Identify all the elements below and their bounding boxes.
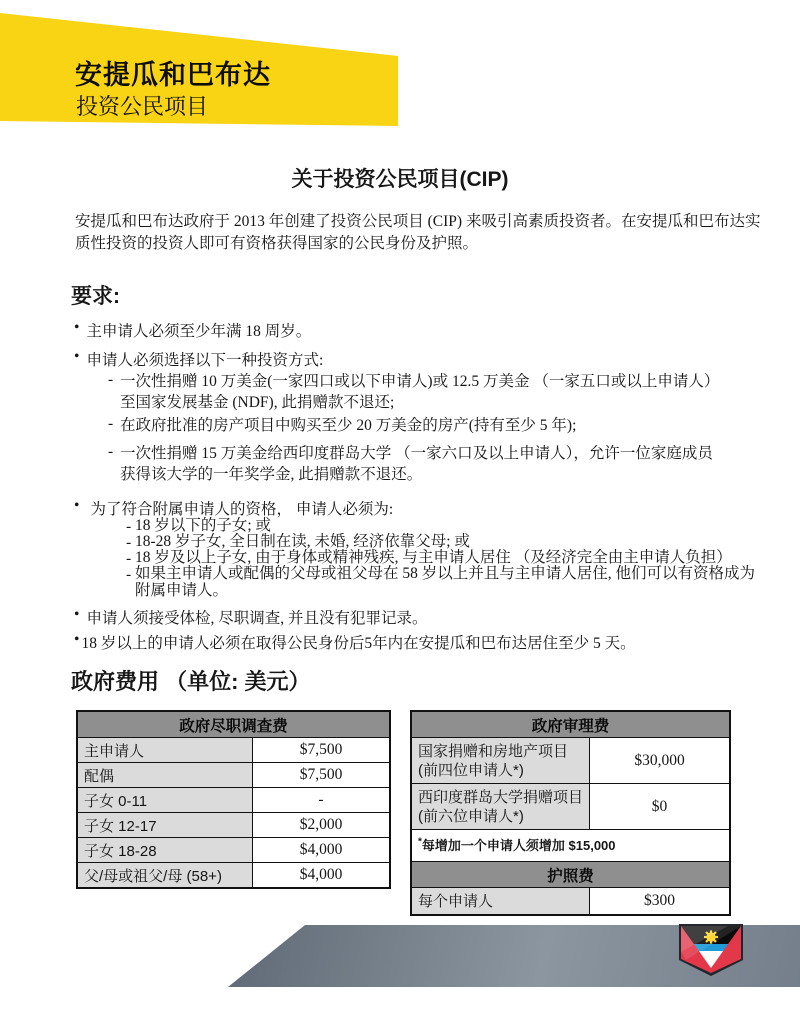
dependent-rule-parents-58 <box>126 566 755 599</box>
intro-paragraph <box>75 211 765 254</box>
bullet-text: 申请人必须选择以下一种投资方式: <box>86 352 324 369</box>
fee-label: 父/母或祖父/母 (58+) <box>77 863 253 889</box>
fee-label: 子女 18-28 <box>77 838 253 863</box>
fee-label-note: (前四位申请人*) <box>418 761 524 779</box>
processing-passport-table <box>410 710 731 916</box>
bullet-icon: • <box>74 606 80 623</box>
dependent-rule-line: 18 岁及以上子女, 由于身体或精神残疾, 与主申请人居住 （及经济完全由主申请人负担） <box>135 549 732 566</box>
table-row <box>77 863 390 889</box>
sub-item-line: 在政府批准的房产项目中购买至少 20 万美金的房产(持有至少 5 年); <box>120 417 577 434</box>
dash-icon: - <box>108 443 114 460</box>
table-row <box>77 813 390 838</box>
bullet-residency <box>74 631 636 653</box>
table-row <box>411 784 730 830</box>
dash-icon: - <box>126 550 132 567</box>
bullet-icon: • <box>74 319 80 336</box>
bullet-icon: • <box>74 348 80 365</box>
table-header: 政府审理费 <box>411 711 730 738</box>
fee-value: $30,000 <box>590 738 731 784</box>
fee-value: $7,500 <box>253 738 391 763</box>
bullet-dependents <box>74 497 393 519</box>
fee-label: 子女 12-17 <box>77 813 253 838</box>
fee-value: $4,000 <box>253 863 391 889</box>
dash-icon: - <box>108 415 114 432</box>
table-header: 政府尽职调查费 <box>77 711 390 738</box>
dash-icon: - <box>108 371 114 388</box>
table-header-row <box>411 711 730 738</box>
bullet-icon: • <box>74 631 80 648</box>
bullet-text: 主申请人必须至少年满 18 周岁。 <box>86 323 312 340</box>
section-title-about: 关于投资公民项目(CIP) <box>291 168 509 191</box>
table-row <box>411 888 730 916</box>
dependent-rule-line: 18-28 岁子女, 全日制在读, 未婚, 经济依靠父母; 或 <box>135 533 470 550</box>
dependent-rule-line: 18 岁以下的子女; 或 <box>135 517 272 534</box>
dash-icon: - <box>126 566 132 583</box>
table-header: 护照费 <box>411 862 730 888</box>
country-title: 安提瓜和巴布达 <box>75 60 271 90</box>
table-row <box>77 838 390 863</box>
dependent-rule-line: 附属申请人。 <box>135 581 229 599</box>
fee-label: 子女 0-11 <box>77 788 253 813</box>
bullet-due-diligence <box>74 606 427 628</box>
fee-value: $2,000 <box>253 813 391 838</box>
table-row <box>411 738 730 784</box>
sub-item-line: 一次性捐赠 15 万美金给西印度群岛大学 （一家六口及以上申请人），允许一位家庭成员 <box>120 445 713 462</box>
table-header-row <box>77 711 390 738</box>
bullet-text: 为了符合附属申请人的资格， 申请人必须为: <box>90 501 394 518</box>
fee-value: $300 <box>590 888 731 916</box>
fee-label: 西印度群岛大学捐赠项目 <box>418 788 584 806</box>
sub-item-line: 获得该大学的一年奖学金, 此捐赠款不退还。 <box>120 466 423 483</box>
sub-item-uwi-donation <box>108 443 713 485</box>
fee-label-note: (前六位申请人*) <box>418 807 524 825</box>
bullet-investment-options <box>74 348 323 370</box>
sub-item-line: 至国家发展基金 (NDF), 此捐赠款不退还; <box>120 394 395 411</box>
intro-line: 安提瓜和巴布达政府于 2013 年创建了投资公民项目 (CIP) 来吸引高素质投资者。在安提瓜和巴布达实 <box>75 213 761 230</box>
table-row <box>77 763 390 788</box>
dash-icon: - <box>126 534 132 551</box>
fee-value: $0 <box>590 784 731 830</box>
intro-line: 质性投资的投资人即可有资格获得国家的公民身份及护照。 <box>75 234 479 252</box>
fee-label: 配偶 <box>77 763 253 788</box>
flag-graphic <box>678 924 744 977</box>
bullet-min-age <box>74 319 311 341</box>
fee-label: 国家捐赠和房地产项目 <box>418 742 569 760</box>
sub-item-real-estate <box>108 415 576 436</box>
footnote-text: 每增加一个申请人须增加 $15,000 <box>421 838 616 853</box>
dash-icon: - <box>126 518 132 535</box>
bullet-text: 申请人须接受体检, 尽职调查, 并且没有犯罪记录。 <box>86 610 428 627</box>
fee-value: $7,500 <box>253 763 391 788</box>
table-header-row <box>411 862 730 888</box>
table-row <box>77 788 390 813</box>
table-row <box>77 738 390 763</box>
asterisk-icon: * <box>418 836 422 848</box>
due-diligence-table <box>76 710 391 889</box>
dependent-rule-line: 如果主申请人或配偶的父母或祖父母在 58 岁以上并且与主申请人居住, 他们可以有资格成为 <box>135 565 756 582</box>
fee-label: 主申请人 <box>77 738 253 763</box>
bullet-text: 18 岁以上的申请人必须在取得公民身份后5年内在安提瓜和巴布达居住至少 5 天。 <box>81 635 636 652</box>
antigua-barbuda-flag <box>678 924 744 977</box>
program-subtitle: 投资公民项目 <box>76 94 209 119</box>
sub-item-line: 一次性捐赠 10 万美金(一家四口或以下申请人)或 12.5 万美金 （一家五口或以上申请人） <box>120 373 720 390</box>
fee-value: - <box>253 788 391 813</box>
requirements-heading: 要求: <box>71 285 120 308</box>
fees-heading: 政府费用 （单位: 美元） <box>71 669 311 694</box>
footnote-row <box>411 830 730 862</box>
bullet-icon: • <box>74 497 80 514</box>
fee-value: $4,000 <box>253 838 391 863</box>
sub-item-ndf-donation <box>108 371 719 413</box>
fee-label: 每个申请人 <box>411 888 590 916</box>
